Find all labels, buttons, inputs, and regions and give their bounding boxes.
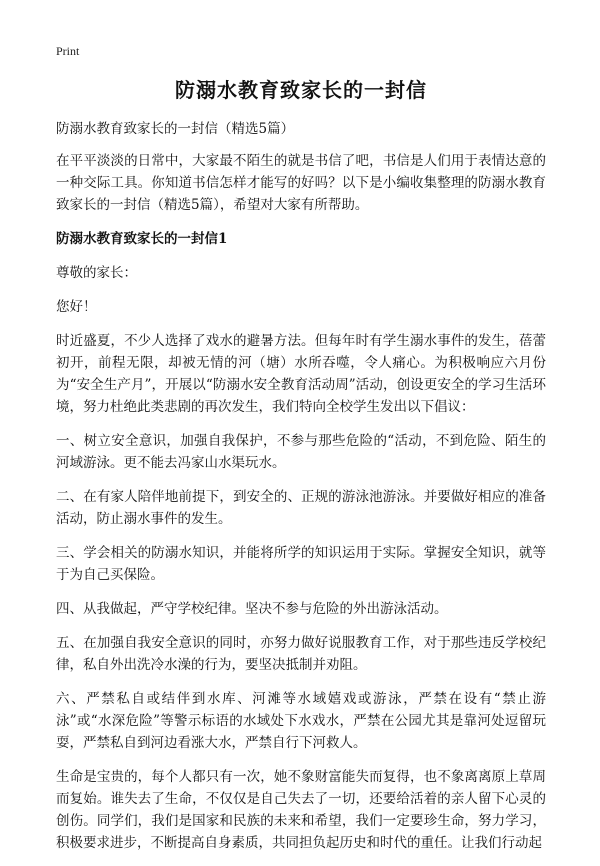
paragraph-item-1: 一、树立安全意识，加强自我保护，不参与那些危险的“活动，不到危险、陌生的河域游泳。更不能去冯家山水渠玩水。 [56,433,546,471]
paragraph-item-2: 二、在有家人陪伴地前提下，到安全的、正规的游泳池游泳。并要做好相应的准备活动，防止溺水事件的发生。 [56,489,546,527]
intro-paragraph: 在平平淡淡的日常中，大家最不陌生的就是书信了吧，书信是人们用于表情达意的一种交际工具。你知道书信怎样才能写的好吗？以下是小编收集整理的防溺水教育致家长的一封信（精选5篇），希望对大家有所帮助。 [56,153,546,213]
paragraph-summer: 时近盛夏，不少人选择了戏水的避暑方法。但每年时有学生溺水事件的发生，蓓蕾初开，前程无限，却被无情的河（塘）水所吞噬，令人痛心。为积极响应六月份为“安全生产月”，开展以“防溺水安全教育活动周”活动，创设更安全的学习生活环境，努力杜绝此类悲剧的再次发生，我们特向全校学生发出以下倡议： [56,333,546,415]
salutation: 尊敬的家长： [56,265,137,281]
section-heading: 防溺水教育致家长的一封信1 [56,231,228,247]
print-link[interactable]: Print [56,44,80,58]
document-body [56,76,546,866]
paragraph-item-6: 六、严禁私自或结伴到水库、河滩等水域嬉戏或游泳，严禁在设有“禁止游泳”或“水深危险”等警示标语的水域处下水戏水，严禁在公园尤其是靠河处逗留玩耍，严禁私自到河边看涨大水，严禁自行下河救人。 [56,691,546,751]
paragraph-life: 生命是宝贵的，每个人都只有一次，她不象财富能失而复得，也不象离离原上草周而复始。谁失去了生命，不仅仅是自己失去了一切，还要给活着的亲人留下心灵的创伤。同学们，我们是国家和民族的未来和希望，我们一定要珍生命，努力学习，积极要求进步，不断提高自身素质，共同担负起历史和时代的重任。让我们行动起 [56,769,546,851]
page-title: 防溺水教育致家长的一封信 [175,78,427,102]
paragraph-item-4: 四、从我做起，严守学校纪律。坚决不参与危险的外出游泳活动。 [56,601,448,617]
paragraph-item-5: 五、在加强自我安全意识的同时，亦努力做好说服教育工作，对于那些违反学校纪律，私自外出洗冷水澡的行为，要坚决抵制并劝阻。 [56,635,546,673]
document-subtitle: 防溺水教育致家长的一封信（精选5篇） [56,121,295,137]
paragraph-item-3: 三、学会相关的防溺水知识，并能将所学的知识运用于实际。掌握安全知识，就等于为自己买保险。 [56,545,546,583]
greeting: 您好！ [56,299,97,315]
